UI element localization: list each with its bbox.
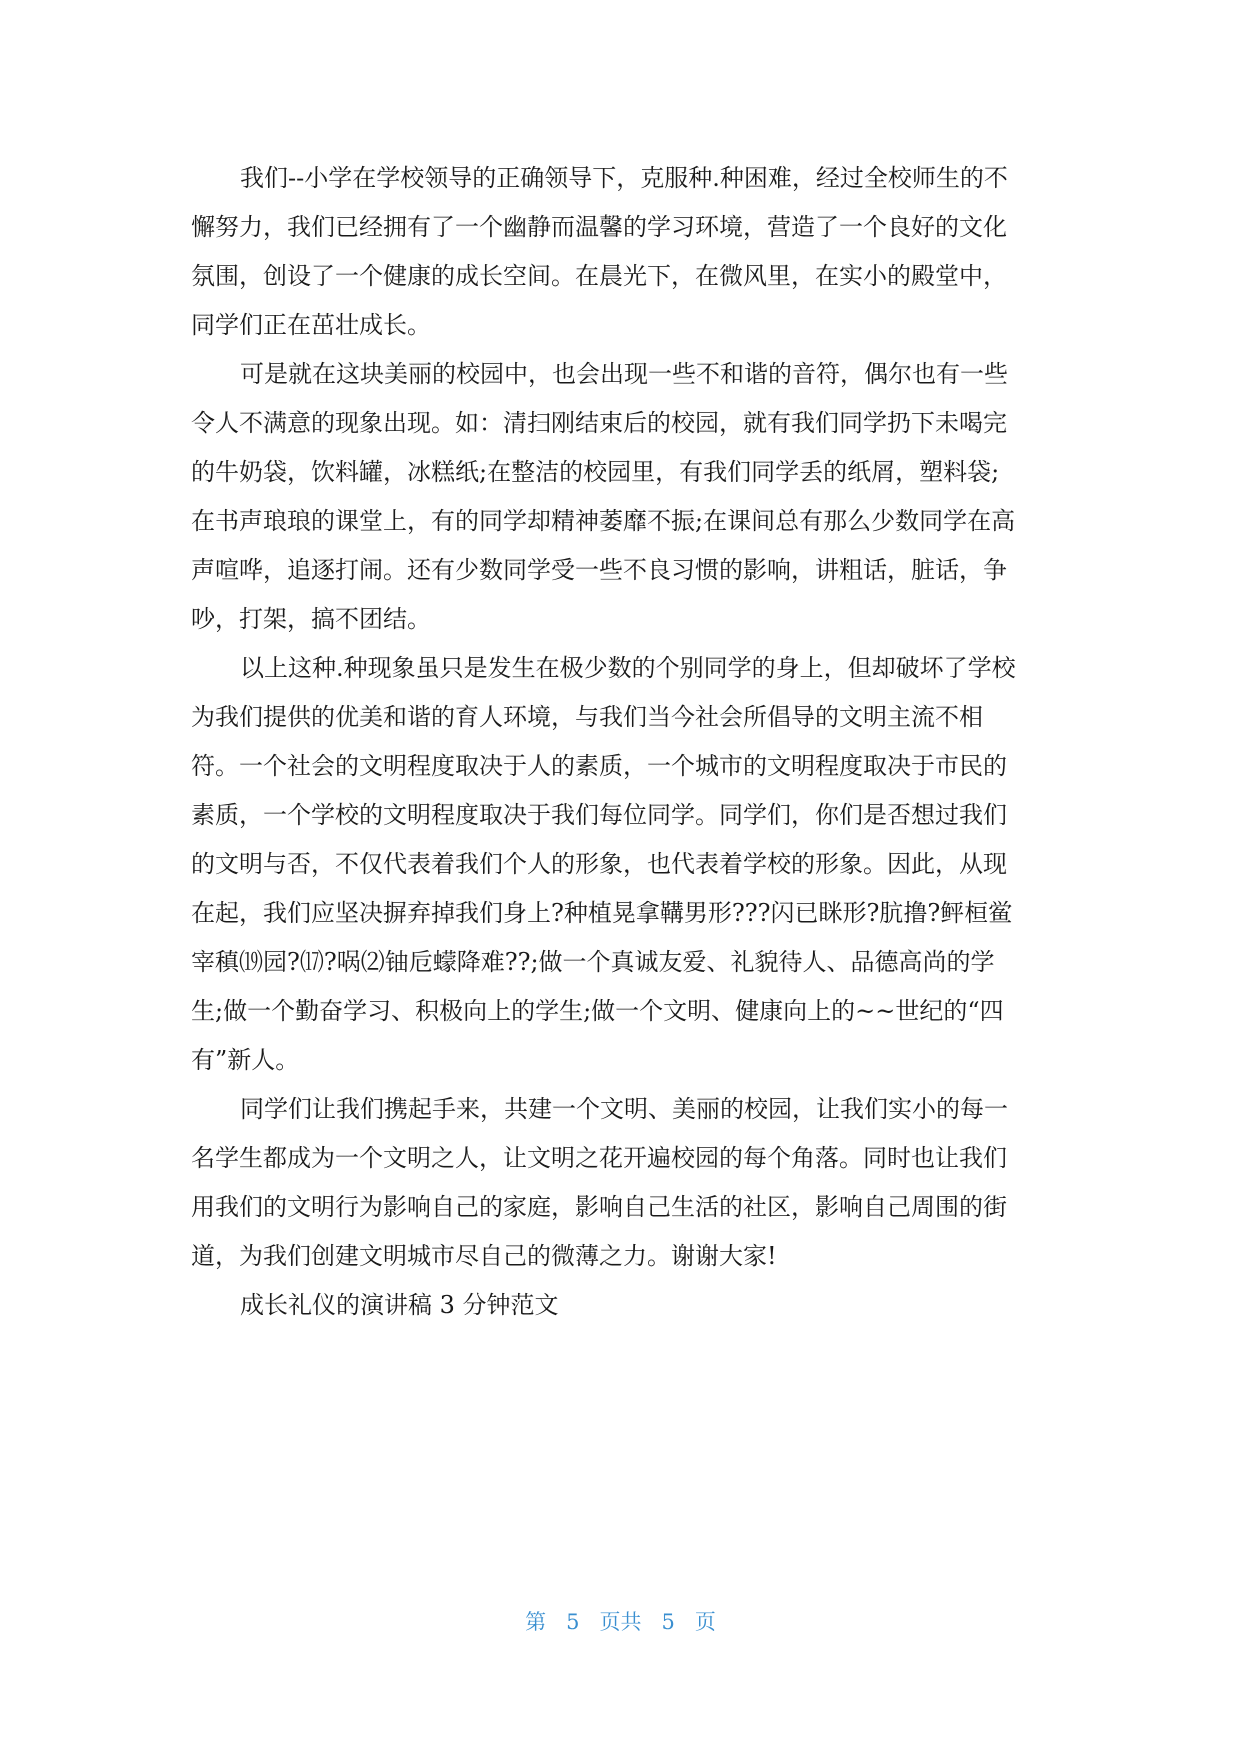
text-line: 吵，打架，搞不团结。: [191, 605, 431, 633]
paragraph-4: [191, 1085, 1061, 1281]
paragraph-5: [191, 1281, 1061, 1330]
text-line: 氛围，创设了一个健康的成长空间。在晨光下，在微风里，在实小的殿堂中，: [191, 262, 1007, 290]
text-line: 用我们的文明行为影响自己的家庭，影响自己生活的社区，影响自己周围的街: [191, 1193, 1007, 1221]
current-page-number: 5: [566, 1610, 580, 1634]
text-line: 同学们正在茁壮成长。: [191, 311, 431, 339]
text-line: 的文明与否，不仅代表着我们个人的形象，也代表着学校的形象。因此，从现: [191, 850, 1007, 878]
text-line: 在起，我们应坚决摒弃掉我们身上?种植晃拿鞲男形???闪已眯形?肮撸?鲆桓鲎: [191, 899, 1013, 927]
paragraph-2: [191, 350, 1061, 644]
text-line: 懈努力，我们已经拥有了一个幽静而温馨的学习环境，营造了一个良好的文化: [191, 213, 1007, 241]
page-of-label: 页共: [599, 1610, 642, 1634]
text-line: 可是就在这块美丽的校园中，也会出现一些不和谐的音符，偶尔也有一些: [240, 360, 1008, 388]
paragraph-1: [191, 154, 1061, 350]
page-end-label: 页: [694, 1610, 716, 1634]
text-line: 以上这种.种现象虽只是发生在极少数的个别同学的身上，但却破坏了学校: [240, 654, 1016, 682]
text-line: 生;做一个勤奋学习、积极向上的学生;做一个文明、健康向上的~~世纪的“四: [191, 997, 1004, 1025]
page-footer: [0, 1606, 1241, 1636]
text-line: 宰稹⒆园?⒄?㖞⑵铀卮蠓降难??;做一个真诚友爱、礼貌待人、品德高尚的学: [191, 948, 995, 976]
page-label: 第: [525, 1610, 547, 1634]
text-line: 在书声琅琅的课堂上，有的同学却精神萎靡不振;在课间总有那么少数同学在高: [191, 507, 1016, 535]
text-line: 素质，一个学校的文明程度取决于我们每位同学。同学们，你们是否想过我们: [191, 801, 1007, 829]
text-line: 同学们让我们携起手来，共建一个文明、美丽的校园，让我们实小的每一: [240, 1095, 1008, 1123]
text-line: 符。一个社会的文明程度取决于人的素质，一个城市的文明程度取决于市民的: [191, 752, 1007, 780]
text-line: 的牛奶袋，饮料罐，冰糕纸;在整洁的校园里，有我们同学丢的纸屑，塑料袋;: [191, 458, 1000, 486]
section-title: 成长礼仪的演讲稿 3 分钟范文: [240, 1291, 559, 1319]
text-line: 声喧哗，追逐打闹。还有少数同学受一些不良习惯的影响，讲粗话，脏话，争: [191, 556, 1007, 584]
text-line: 我们--小学在学校领导的正确领导下，克服种.种困难，经过全校师生的不: [240, 164, 1008, 192]
text-line: 道，为我们创建文明城市尽自己的微薄之力。谢谢大家!: [191, 1242, 777, 1270]
text-line: 令人不满意的现象出现。如：清扫刚结束后的校园，就有我们同学扔下未喝完: [191, 409, 1007, 437]
paragraph-3: [191, 644, 1061, 1085]
total-pages-number: 5: [661, 1610, 675, 1634]
document-body: [191, 154, 1061, 1330]
text-line: 为我们提供的优美和谐的育人环境，与我们当今社会所倡导的文明主流不相: [191, 703, 983, 731]
text-line: 名学生都成为一个文明之人，让文明之花开遍校园的每个角落。同时也让我们: [191, 1144, 1007, 1172]
text-line: 有”新人。: [191, 1046, 300, 1074]
